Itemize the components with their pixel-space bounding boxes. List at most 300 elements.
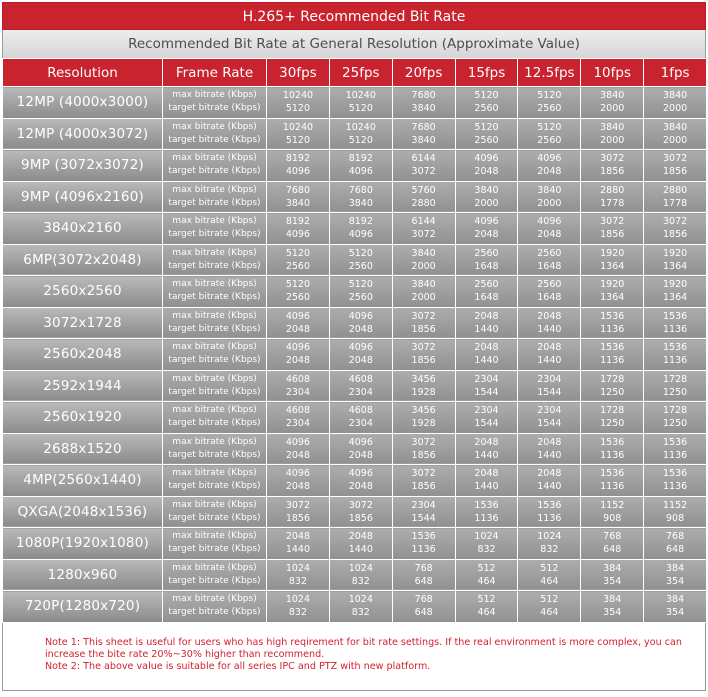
target-bitrate-value: 1136 <box>411 544 436 556</box>
max-bitrate-value: 1920 <box>600 279 625 291</box>
bitrate-cell <box>267 181 330 213</box>
bitrate-cell <box>392 118 455 150</box>
bitrate-cell <box>455 528 518 560</box>
bitrate-cell <box>644 591 707 623</box>
target-bitrate-value: 2048 <box>285 355 311 367</box>
target-bitrate-value: 1856 <box>411 323 436 335</box>
target-bitrate-value: 354 <box>666 607 685 619</box>
target-bitrate-value: 1364 <box>600 260 625 272</box>
target-bitrate-value: 2560 <box>348 292 373 304</box>
target-bitrate-value: 1440 <box>537 449 562 461</box>
max-bitrate-value: 2304 <box>474 405 499 417</box>
bitrate-cell <box>518 87 581 119</box>
max-bitrate-value: 1728 <box>662 405 688 417</box>
max-bitrate-label: max bitrate (Kbps) <box>172 531 257 542</box>
target-bitrate-value: 464 <box>477 607 496 619</box>
target-bitrate-label: target bitrate (Kbps) <box>168 512 261 523</box>
bitrate-cell <box>518 276 581 308</box>
max-bitrate-value: 5120 <box>348 247 373 259</box>
target-bitrate-value: 1136 <box>662 323 688 335</box>
max-bitrate-value: 1024 <box>285 562 311 574</box>
max-bitrate-label: max bitrate (Kbps) <box>172 499 257 510</box>
max-bitrate-label: max bitrate (Kbps) <box>172 436 257 447</box>
bitrate-cell <box>644 307 707 339</box>
bitrate-cell <box>267 276 330 308</box>
max-bitrate-value: 3072 <box>348 499 373 511</box>
header-resolution: Resolution <box>3 59 163 87</box>
bitrate-cell <box>329 370 392 402</box>
target-bitrate-value: 2560 <box>285 292 311 304</box>
max-bitrate-value: 512 <box>540 594 559 606</box>
table-row <box>3 118 707 150</box>
bitrate-cell <box>518 370 581 402</box>
max-bitrate-value: 1536 <box>662 436 688 448</box>
bitrate-cell <box>518 339 581 371</box>
max-bitrate-value: 4096 <box>348 310 373 322</box>
max-bitrate-value: 1728 <box>662 373 688 385</box>
target-bitrate-value: 2560 <box>285 260 311 272</box>
bitrate-cell <box>267 150 330 182</box>
max-bitrate-value: 5120 <box>285 279 311 291</box>
max-bitrate-value: 10240 <box>282 90 314 102</box>
bitrate-cell <box>581 276 644 308</box>
bitrate-cell <box>455 496 518 528</box>
max-bitrate-label: max bitrate (Kbps) <box>172 90 257 101</box>
max-bitrate-value: 7680 <box>411 90 436 102</box>
target-bitrate-value: 1440 <box>537 481 562 493</box>
target-bitrate-label: target bitrate (Kbps) <box>168 481 261 492</box>
bitrate-cell <box>392 244 455 276</box>
max-bitrate-value: 384 <box>666 562 685 574</box>
target-bitrate-value: 1364 <box>662 260 688 272</box>
target-bitrate-label: target bitrate (Kbps) <box>168 575 261 586</box>
bitrate-cell <box>392 402 455 434</box>
target-bitrate-value: 908 <box>666 512 685 524</box>
target-bitrate-value: 1250 <box>600 418 625 430</box>
target-bitrate-value: 2000 <box>537 197 562 209</box>
sheet-title: H.265+ Recommended Bit Rate <box>2 2 706 30</box>
table-body <box>3 87 707 623</box>
target-bitrate-value: 1136 <box>662 355 688 367</box>
target-bitrate-value: 832 <box>540 544 559 556</box>
max-bitrate-value: 2560 <box>537 279 562 291</box>
target-bitrate-value: 2048 <box>348 481 373 493</box>
max-bitrate-value: 3072 <box>411 436 436 448</box>
target-bitrate-value: 1544 <box>537 386 562 398</box>
target-bitrate-label: target bitrate (Kbps) <box>168 355 261 366</box>
max-bitrate-value: 2880 <box>662 184 688 196</box>
target-bitrate-value: 464 <box>540 575 559 587</box>
resolution-cell: 720P(1280x720) <box>3 591 163 623</box>
bitrate-cell <box>329 591 392 623</box>
max-bitrate-value: 4096 <box>348 468 373 480</box>
target-bitrate-value: 1856 <box>285 512 311 524</box>
max-bitrate-value: 7680 <box>285 184 311 196</box>
target-bitrate-value: 1856 <box>600 229 625 241</box>
target-bitrate-value: 2048 <box>285 323 311 335</box>
frame-rate-label-cell <box>163 433 267 465</box>
bitrate-cell <box>329 528 392 560</box>
max-bitrate-value: 8192 <box>348 216 373 228</box>
target-bitrate-value: 2000 <box>600 103 625 115</box>
table-header-row <box>3 59 707 87</box>
resolution-cell: 3072x1728 <box>3 307 163 339</box>
table-row <box>3 559 707 591</box>
bitrate-cell <box>455 307 518 339</box>
note-2: Note 2: The above value is suitable for all series IPC and PTZ with new platform. <box>45 660 431 672</box>
max-bitrate-value: 384 <box>603 594 622 606</box>
max-bitrate-value: 2304 <box>411 499 436 511</box>
target-bitrate-value: 1440 <box>474 449 499 461</box>
bitrate-cell <box>644 528 707 560</box>
bitrate-cell <box>455 591 518 623</box>
target-bitrate-value: 1648 <box>537 292 562 304</box>
max-bitrate-value: 1920 <box>662 247 688 259</box>
max-bitrate-label: max bitrate (Kbps) <box>172 121 257 132</box>
bitrate-cell <box>518 213 581 245</box>
target-bitrate-value: 1136 <box>662 481 688 493</box>
target-bitrate-value: 1440 <box>537 355 562 367</box>
bitrate-cell <box>267 402 330 434</box>
bitrate-cell <box>455 181 518 213</box>
max-bitrate-value: 4096 <box>285 436 311 448</box>
max-bitrate-value: 2048 <box>474 310 499 322</box>
max-bitrate-value: 3072 <box>411 468 436 480</box>
max-bitrate-label: max bitrate (Kbps) <box>172 247 257 258</box>
bitrate-cell <box>455 433 518 465</box>
target-bitrate-value: 1136 <box>600 449 625 461</box>
max-bitrate-value: 1728 <box>600 405 625 417</box>
header-20fps: 20fps <box>392 59 455 87</box>
max-bitrate-value: 768 <box>414 562 433 574</box>
bitrate-cell <box>267 496 330 528</box>
bitrate-cell <box>455 339 518 371</box>
target-bitrate-value: 4096 <box>285 166 311 178</box>
bitrate-cell <box>392 213 455 245</box>
table-row <box>3 276 707 308</box>
bitrate-cell <box>329 402 392 434</box>
target-bitrate-value: 1250 <box>600 386 625 398</box>
max-bitrate-value: 4096 <box>285 342 311 354</box>
bitrate-cell <box>329 118 392 150</box>
max-bitrate-value: 1024 <box>474 531 499 543</box>
table-row <box>3 150 707 182</box>
target-bitrate-value: 1364 <box>600 292 625 304</box>
bitrate-cell <box>518 465 581 497</box>
max-bitrate-value: 2880 <box>600 184 625 196</box>
max-bitrate-value: 2560 <box>474 247 499 259</box>
bitrate-cell <box>581 402 644 434</box>
bitrate-cell <box>392 339 455 371</box>
target-bitrate-value: 1856 <box>411 355 436 367</box>
target-bitrate-value: 832 <box>351 607 370 619</box>
frame-rate-label-cell <box>163 244 267 276</box>
bitrate-cell <box>455 276 518 308</box>
bitrate-cell <box>581 370 644 402</box>
max-bitrate-value: 4096 <box>537 216 562 228</box>
target-bitrate-label: target bitrate (Kbps) <box>168 607 261 618</box>
bitrate-cell <box>267 244 330 276</box>
max-bitrate-value: 1152 <box>600 499 625 511</box>
max-bitrate-value: 2048 <box>474 342 499 354</box>
target-bitrate-value: 2000 <box>662 103 688 115</box>
bitrate-cell <box>581 213 644 245</box>
bitrate-cell <box>644 118 707 150</box>
max-bitrate-label: max bitrate (Kbps) <box>172 405 257 416</box>
frame-rate-label-cell <box>163 181 267 213</box>
max-bitrate-label: max bitrate (Kbps) <box>172 562 257 573</box>
target-bitrate-value: 3840 <box>411 103 436 115</box>
header-frame-rate: Frame Rate <box>163 59 267 87</box>
max-bitrate-value: 3072 <box>411 342 436 354</box>
target-bitrate-value: 1440 <box>474 481 499 493</box>
target-bitrate-value: 2048 <box>285 481 311 493</box>
bitrate-cell <box>392 150 455 182</box>
bitrate-cell <box>455 559 518 591</box>
table-row <box>3 339 707 371</box>
max-bitrate-value: 2048 <box>474 436 499 448</box>
target-bitrate-label: target bitrate (Kbps) <box>168 292 261 303</box>
max-bitrate-value: 384 <box>603 562 622 574</box>
resolution-cell: 2560x2560 <box>3 276 163 308</box>
target-bitrate-value: 5120 <box>285 134 311 146</box>
max-bitrate-value: 768 <box>414 594 433 606</box>
max-bitrate-value: 5760 <box>411 184 436 196</box>
bitrate-cell <box>329 496 392 528</box>
max-bitrate-value: 1152 <box>662 499 688 511</box>
bitrate-cell <box>581 150 644 182</box>
target-bitrate-value: 1440 <box>348 544 373 556</box>
target-bitrate-value: 1778 <box>600 197 625 209</box>
target-bitrate-value: 1544 <box>537 418 562 430</box>
max-bitrate-value: 5120 <box>537 90 562 102</box>
header-1fps: 1fps <box>644 59 707 87</box>
target-bitrate-value: 2048 <box>348 449 373 461</box>
bitrate-cell <box>581 181 644 213</box>
bitrate-cell <box>267 213 330 245</box>
target-bitrate-value: 354 <box>666 575 685 587</box>
header-30fps: 30fps <box>267 59 330 87</box>
frame-rate-label-cell <box>163 213 267 245</box>
max-bitrate-value: 4096 <box>285 310 311 322</box>
max-bitrate-value: 1536 <box>662 342 688 354</box>
target-bitrate-value: 1440 <box>474 355 499 367</box>
bitrate-table <box>2 58 707 623</box>
bitrate-cell <box>644 496 707 528</box>
bitrate-cell <box>581 244 644 276</box>
bitrate-cell <box>518 559 581 591</box>
target-bitrate-value: 1856 <box>662 166 688 178</box>
max-bitrate-value: 512 <box>477 562 496 574</box>
target-bitrate-value: 1856 <box>411 481 436 493</box>
frame-rate-label-cell <box>163 370 267 402</box>
max-bitrate-value: 2304 <box>474 373 499 385</box>
bitrate-cell <box>267 591 330 623</box>
bitrate-cell <box>392 465 455 497</box>
target-bitrate-value: 2000 <box>411 292 436 304</box>
target-bitrate-value: 2000 <box>411 260 436 272</box>
max-bitrate-value: 3840 <box>662 90 688 102</box>
max-bitrate-value: 5120 <box>348 279 373 291</box>
target-bitrate-value: 2560 <box>474 103 499 115</box>
max-bitrate-value: 2304 <box>537 373 562 385</box>
max-bitrate-value: 2048 <box>537 436 562 448</box>
header-25fps: 25fps <box>329 59 392 87</box>
bitrate-cell <box>392 591 455 623</box>
bitrate-sheet <box>2 2 706 691</box>
target-bitrate-value: 4096 <box>285 229 311 241</box>
bitrate-cell <box>644 87 707 119</box>
bitrate-cell <box>329 150 392 182</box>
target-bitrate-value: 2000 <box>662 134 688 146</box>
table-row <box>3 528 707 560</box>
max-bitrate-value: 3840 <box>474 184 499 196</box>
target-bitrate-value: 2000 <box>474 197 499 209</box>
bitrate-cell <box>392 559 455 591</box>
bitrate-cell <box>581 559 644 591</box>
max-bitrate-value: 1024 <box>348 594 373 606</box>
resolution-cell: QXGA(2048x1536) <box>3 496 163 528</box>
bitrate-cell <box>455 213 518 245</box>
target-bitrate-value: 2304 <box>348 386 373 398</box>
max-bitrate-value: 6144 <box>411 216 436 228</box>
target-bitrate-value: 2048 <box>285 449 311 461</box>
resolution-cell: 1080P(1920x1080) <box>3 528 163 560</box>
resolution-cell: 6MP(3072x2048) <box>3 244 163 276</box>
max-bitrate-value: 8192 <box>348 153 373 165</box>
bitrate-cell <box>581 118 644 150</box>
max-bitrate-value: 4096 <box>537 153 562 165</box>
max-bitrate-value: 5120 <box>474 90 499 102</box>
target-bitrate-value: 832 <box>351 575 370 587</box>
max-bitrate-value: 1024 <box>348 562 373 574</box>
max-bitrate-value: 1536 <box>474 499 499 511</box>
target-bitrate-value: 3840 <box>285 197 311 209</box>
target-bitrate-value: 1778 <box>662 197 688 209</box>
max-bitrate-value: 3072 <box>600 153 625 165</box>
frame-rate-label-cell <box>163 559 267 591</box>
bitrate-cell <box>455 402 518 434</box>
table-row <box>3 213 707 245</box>
bitrate-cell <box>581 433 644 465</box>
bitrate-cell <box>518 150 581 182</box>
table-row <box>3 465 707 497</box>
resolution-cell: 3840x2160 <box>3 213 163 245</box>
max-bitrate-value: 4096 <box>348 342 373 354</box>
target-bitrate-value: 832 <box>288 575 307 587</box>
target-bitrate-value: 1440 <box>285 544 311 556</box>
max-bitrate-value: 1728 <box>600 373 625 385</box>
header-12-5fps: 12.5fps <box>518 59 581 87</box>
bitrate-cell <box>329 244 392 276</box>
target-bitrate-value: 648 <box>414 575 433 587</box>
max-bitrate-value: 8192 <box>285 153 311 165</box>
max-bitrate-label: max bitrate (Kbps) <box>172 594 257 605</box>
bitrate-cell <box>518 528 581 560</box>
bitrate-cell <box>329 213 392 245</box>
max-bitrate-value: 1536 <box>662 468 688 480</box>
bitrate-cell <box>518 496 581 528</box>
target-bitrate-value: 2048 <box>537 229 562 241</box>
target-bitrate-value: 464 <box>477 575 496 587</box>
max-bitrate-value: 1536 <box>537 499 562 511</box>
notes-box <box>2 623 706 691</box>
max-bitrate-label: max bitrate (Kbps) <box>172 279 257 290</box>
target-bitrate-value: 2304 <box>285 386 311 398</box>
bitrate-cell <box>581 528 644 560</box>
target-bitrate-label: target bitrate (Kbps) <box>168 229 261 240</box>
target-bitrate-value: 1544 <box>411 512 436 524</box>
resolution-cell: 2560x2048 <box>3 339 163 371</box>
frame-rate-label-cell <box>163 402 267 434</box>
target-bitrate-value: 1856 <box>662 229 688 241</box>
max-bitrate-value: 1920 <box>600 247 625 259</box>
target-bitrate-value: 1856 <box>348 512 373 524</box>
max-bitrate-label: max bitrate (Kbps) <box>172 310 257 321</box>
max-bitrate-value: 3072 <box>411 310 436 322</box>
max-bitrate-value: 2048 <box>348 531 373 543</box>
target-bitrate-value: 1250 <box>662 386 688 398</box>
table-row <box>3 496 707 528</box>
resolution-cell: 4MP(2560x1440) <box>3 465 163 497</box>
frame-rate-label-cell <box>163 528 267 560</box>
max-bitrate-value: 4096 <box>474 216 499 228</box>
bitrate-cell <box>644 213 707 245</box>
table-row <box>3 181 707 213</box>
bitrate-cell <box>644 559 707 591</box>
max-bitrate-value: 768 <box>666 531 685 543</box>
bitrate-cell <box>455 244 518 276</box>
target-bitrate-value: 1648 <box>474 292 499 304</box>
target-bitrate-label: target bitrate (Kbps) <box>168 386 261 397</box>
bitrate-cell <box>644 370 707 402</box>
bitrate-cell <box>644 150 707 182</box>
target-bitrate-value: 1250 <box>662 418 688 430</box>
bitrate-cell <box>392 528 455 560</box>
bitrate-cell <box>267 307 330 339</box>
bitrate-cell <box>455 465 518 497</box>
bitrate-cell <box>455 87 518 119</box>
max-bitrate-value: 3840 <box>537 184 562 196</box>
target-bitrate-value: 1856 <box>411 449 436 461</box>
target-bitrate-value: 832 <box>288 607 307 619</box>
bitrate-cell <box>518 433 581 465</box>
resolution-cell: 12MP (4000x3000) <box>3 87 163 119</box>
bitrate-cell <box>392 433 455 465</box>
max-bitrate-value: 4096 <box>348 436 373 448</box>
bitrate-cell <box>455 370 518 402</box>
target-bitrate-value: 2048 <box>348 323 373 335</box>
frame-rate-label-cell <box>163 307 267 339</box>
bitrate-cell <box>455 150 518 182</box>
max-bitrate-value: 4608 <box>285 373 311 385</box>
target-bitrate-value: 1928 <box>411 418 436 430</box>
target-bitrate-value: 2048 <box>474 229 499 241</box>
target-bitrate-value: 3840 <box>348 197 373 209</box>
table-row <box>3 433 707 465</box>
bitrate-cell <box>644 433 707 465</box>
target-bitrate-value: 2560 <box>537 134 562 146</box>
target-bitrate-value: 3072 <box>411 229 436 241</box>
bitrate-cell <box>392 307 455 339</box>
resolution-cell: 2688x1520 <box>3 433 163 465</box>
max-bitrate-value: 3456 <box>411 405 436 417</box>
target-bitrate-value: 2880 <box>411 197 436 209</box>
max-bitrate-value: 2048 <box>537 310 562 322</box>
target-bitrate-value: 1544 <box>474 418 499 430</box>
max-bitrate-value: 1536 <box>600 436 625 448</box>
max-bitrate-value: 6144 <box>411 153 436 165</box>
